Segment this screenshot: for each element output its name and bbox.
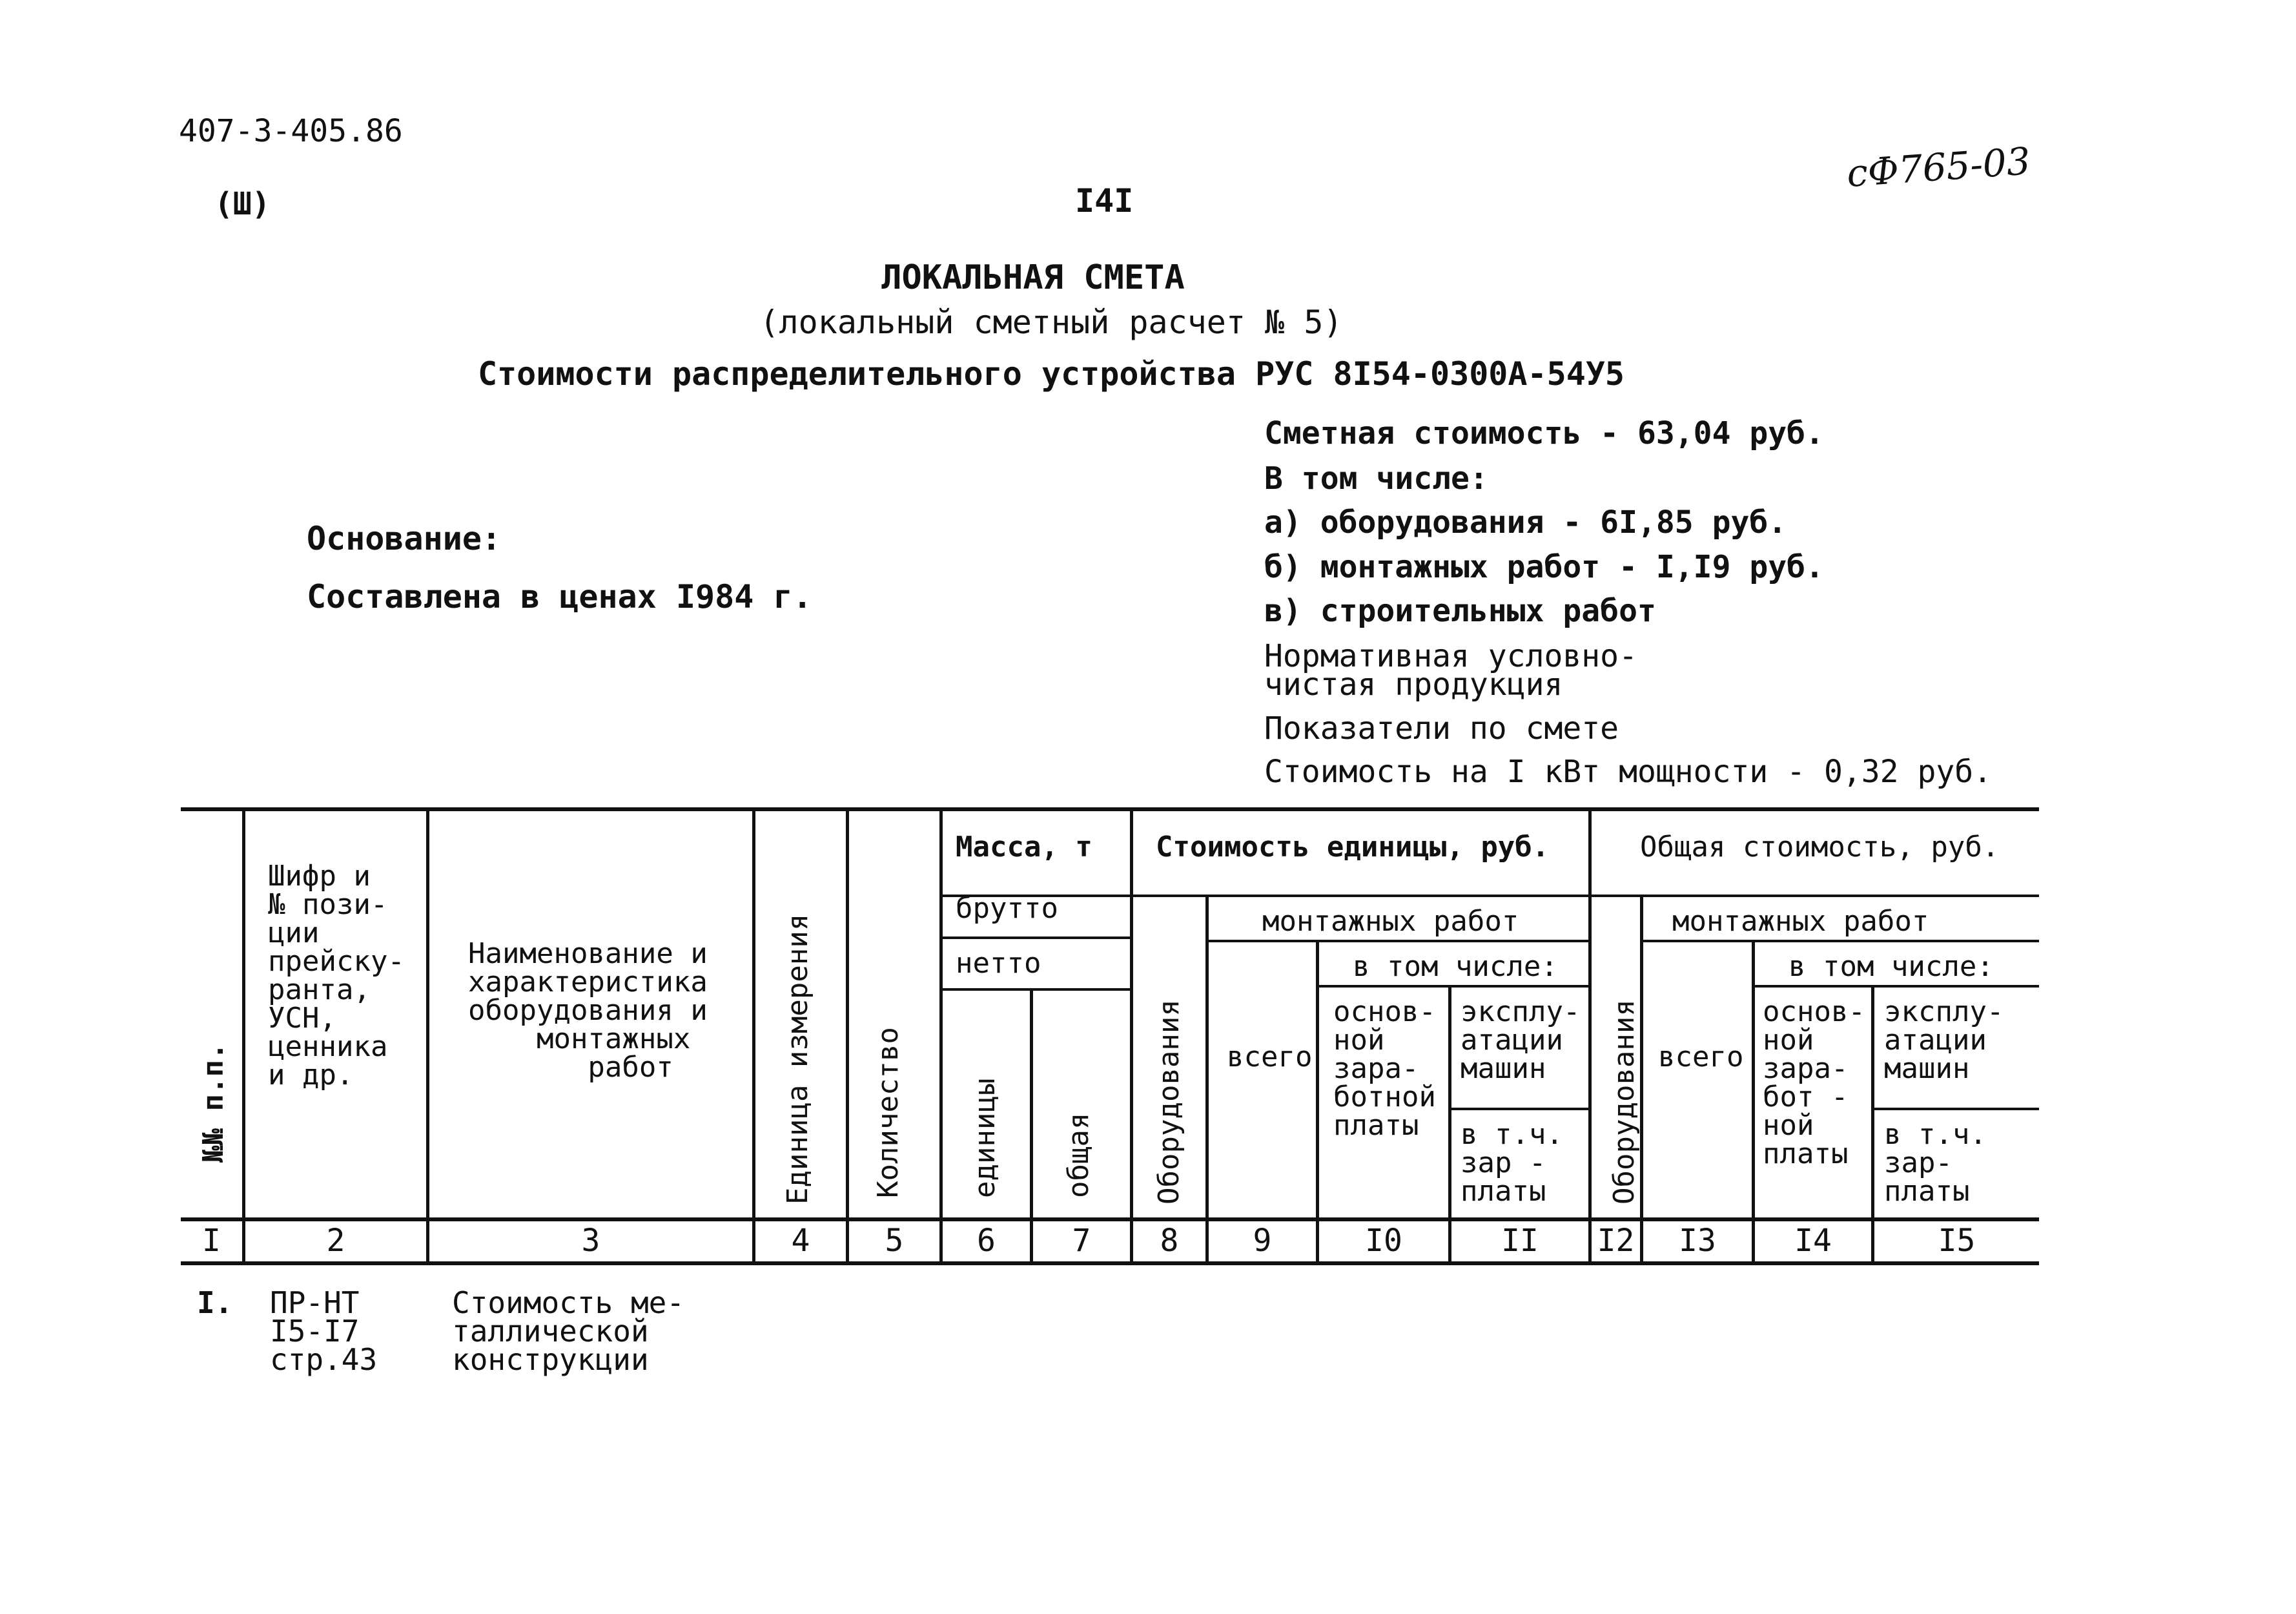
column-number: II bbox=[1501, 1223, 1539, 1259]
column-number: I4 bbox=[1794, 1223, 1832, 1259]
table-top-border bbox=[181, 807, 2039, 811]
col-divider bbox=[1588, 809, 1592, 1263]
header-mass-total: общая bbox=[1062, 1112, 1095, 1198]
column-number: 7 bbox=[1072, 1223, 1091, 1259]
header-name: Наименование и характеристика оборудования и монтажных работ bbox=[468, 937, 708, 1084]
summary-construction: в) строительных работ bbox=[1264, 593, 1656, 629]
header-install: монтажных работ bbox=[1262, 905, 1519, 938]
line-under-brutto bbox=[939, 936, 1132, 939]
line-under-cost-headers bbox=[1132, 895, 2039, 897]
line-under-incl-2 bbox=[1753, 985, 2039, 988]
line-under-machines-2 bbox=[1872, 1108, 2039, 1110]
table-row-name: Стоимость ме- таллической конструкции bbox=[452, 1285, 685, 1377]
line-under-machines-1 bbox=[1450, 1108, 1588, 1110]
summary-indicators: Показатели по смете bbox=[1264, 710, 1619, 747]
column-number: 3 bbox=[581, 1223, 600, 1259]
col-divider bbox=[1205, 896, 1209, 1263]
summary-installation: б) монтажных работ - I,I9 руб. bbox=[1264, 549, 1824, 585]
header-unit: Единица измерения bbox=[781, 913, 814, 1205]
header-machines: эксплу- атации машин bbox=[1461, 995, 1581, 1085]
column-numbers-border bbox=[181, 1261, 2039, 1265]
col-divider bbox=[1871, 986, 1874, 1263]
column-number: 9 bbox=[1253, 1223, 1272, 1259]
line-under-install-1 bbox=[1207, 940, 1588, 942]
header-quantity: Количество bbox=[872, 1027, 905, 1198]
col-divider bbox=[1130, 809, 1133, 1263]
header-mass: Масса, т bbox=[956, 831, 1092, 864]
header-equipment: Оборудования bbox=[1153, 999, 1185, 1205]
header-netto: нетто bbox=[956, 947, 1041, 980]
series-mark: (Ш) bbox=[214, 186, 271, 222]
header-bottom-border bbox=[181, 1217, 2039, 1221]
summary-normative-a: Нормативная условно- bbox=[1264, 638, 1637, 674]
document-subtitle: (локальный сметный расчет № 5) bbox=[759, 304, 1343, 341]
column-number: I bbox=[202, 1223, 221, 1259]
column-number: 6 bbox=[977, 1223, 996, 1259]
column-number: I2 bbox=[1597, 1223, 1635, 1259]
header-incl-wage-total: в т.ч. зар- платы bbox=[1884, 1118, 1987, 1208]
header-basic-wage-total: основ- ной зара- бот - ной платы bbox=[1763, 995, 1865, 1170]
column-number: 4 bbox=[791, 1223, 810, 1259]
column-number: I0 bbox=[1365, 1223, 1402, 1259]
column-number: I3 bbox=[1679, 1223, 1716, 1259]
table-row-code: ПР-НТ I5-I7 стр.43 bbox=[270, 1285, 378, 1377]
header-equipment-total: Оборудования bbox=[1608, 999, 1641, 1205]
column-number: 5 bbox=[885, 1223, 904, 1259]
header-code: Шифр и № пози- ции прейску- ранта, УСН, ценника и др. bbox=[268, 860, 405, 1092]
header-machines-total: эксплу- атации машин bbox=[1884, 995, 2004, 1085]
col-divider bbox=[939, 809, 943, 1263]
summary-per-kw: Стоимость на I кВт мощности - 0,32 руб. bbox=[1264, 754, 1993, 790]
header-basic-wage: основ- ной зара- ботной платы bbox=[1333, 995, 1436, 1142]
header-brutto: брутто bbox=[956, 892, 1058, 925]
column-number: 2 bbox=[326, 1223, 345, 1259]
column-number: 8 bbox=[1160, 1223, 1179, 1259]
summary-total: Сметная стоимость - 63,04 руб. bbox=[1264, 415, 1824, 451]
line-under-incl-1 bbox=[1317, 985, 1588, 988]
page-number: I4I bbox=[1075, 182, 1134, 220]
header-unit-cost: Стоимость единицы, руб. bbox=[1156, 831, 1550, 864]
header-install-total: монтажных работ bbox=[1672, 905, 1929, 938]
col-divider bbox=[752, 809, 755, 1263]
line-under-netto bbox=[939, 988, 1132, 991]
document-title: ЛОКАЛЬНАЯ СМЕТА bbox=[881, 258, 1185, 297]
header-total-cost: Общая стоимость, руб. bbox=[1640, 831, 2000, 864]
table-row-number: I. bbox=[197, 1285, 233, 1320]
document-code: 407-3-405.86 bbox=[179, 113, 403, 149]
header-incl-total: в том числе: bbox=[1789, 950, 1994, 983]
col-divider bbox=[1752, 940, 1755, 1263]
header-number: №№ п.п. bbox=[197, 1042, 230, 1163]
col-divider bbox=[242, 809, 245, 1263]
header-all-total: всего bbox=[1658, 1040, 1744, 1073]
column-number: I5 bbox=[1938, 1223, 1976, 1259]
document-object: Стоимости распределительного устройства РУС 8I54-0300А-54У5 bbox=[477, 355, 1625, 393]
header-incl-wage: в т.ч. зар - платы bbox=[1461, 1118, 1563, 1208]
header-all: всего bbox=[1227, 1040, 1313, 1073]
col-divider bbox=[1448, 986, 1451, 1263]
line-under-install-2 bbox=[1640, 940, 2039, 942]
summary-including: В том числе: bbox=[1264, 460, 1488, 497]
col-divider bbox=[846, 809, 849, 1263]
header-incl: в том числе: bbox=[1353, 950, 1558, 983]
handwritten-note: сФ765-03 bbox=[1845, 139, 2032, 196]
col-divider bbox=[1316, 940, 1319, 1263]
col-divider bbox=[426, 809, 429, 1263]
summary-equipment: а) оборудования - 6I,85 руб. bbox=[1264, 504, 1787, 541]
header-mass-unit: единицы bbox=[969, 1078, 1001, 1198]
basis-prices: Составлена в ценах I984 г. bbox=[307, 578, 812, 616]
basis-label: Основание: bbox=[307, 520, 502, 557]
summary-normative-b: чистая продукция bbox=[1264, 667, 1563, 703]
